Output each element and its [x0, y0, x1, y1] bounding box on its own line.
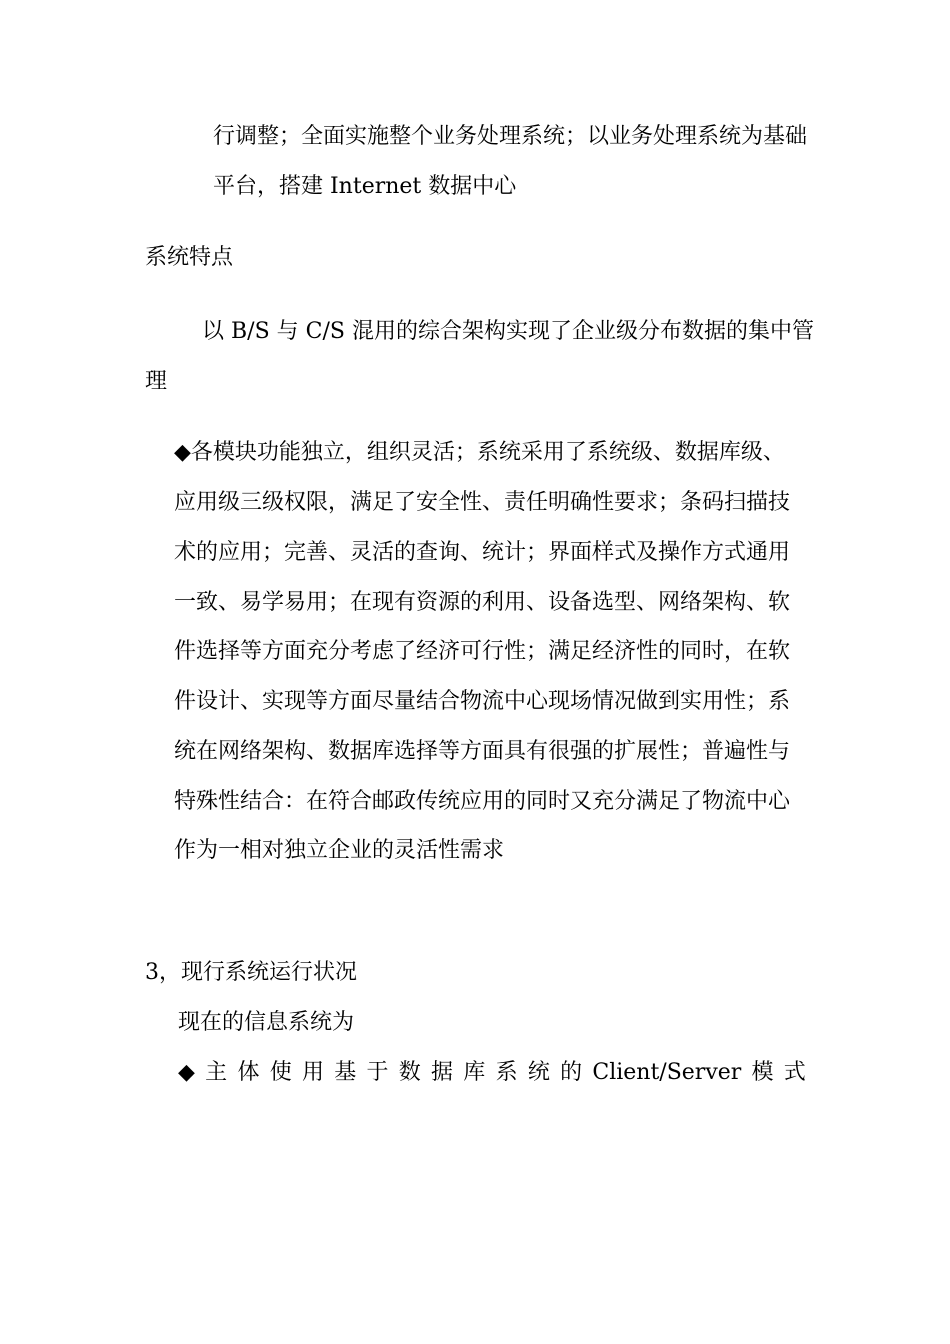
- word: 统: [527, 1060, 550, 1085]
- word: 主: [205, 1060, 228, 1085]
- word: 据: [431, 1060, 454, 1085]
- word: 模: [751, 1060, 774, 1085]
- current-system-line: [178, 1059, 806, 1087]
- paragraph-line: 特殊性结合：在符合邮政传统应用的同时又充分满足了物流中心: [174, 789, 791, 814]
- paragraph-line: 件选择等方面充分考虑了经济可行性；满足经济性的同时，在软: [174, 639, 791, 664]
- section-3-heading: 3，现行系统运行状况: [145, 960, 357, 985]
- architecture-line-2: 理: [145, 369, 168, 394]
- paragraph-line: 作为一相对独立企业的灵活性需求: [174, 838, 505, 863]
- word: 于: [366, 1060, 389, 1085]
- intro-line-2: 平台，搭建 Internet 数据中心: [213, 174, 517, 199]
- word: 数: [398, 1060, 421, 1085]
- word: 体: [237, 1060, 260, 1085]
- current-system-intro: 现在的信息系统为: [178, 1010, 355, 1035]
- bullet-diamond: ◆: [178, 1060, 195, 1085]
- word: 使: [269, 1060, 292, 1085]
- word: 库: [463, 1060, 486, 1085]
- paragraph-line: ◆各模块功能独立，组织灵活；系统采用了系统级、数据库级、: [174, 440, 785, 465]
- features-heading: 系统特点: [145, 245, 234, 270]
- word: 的: [560, 1060, 583, 1085]
- word: 式: [783, 1060, 806, 1085]
- word: 用: [301, 1060, 324, 1085]
- paragraph-line: 一致、易学易用；在现有资源的利用、设备选型、网络架构、软: [174, 590, 791, 615]
- word-latin: Client/Server: [592, 1060, 742, 1085]
- architecture-line-1: 以 B/S 与 C/S 混用的综合架构实现了企业级分布数据的集中管: [202, 319, 814, 344]
- paragraph-line: 件设计、实现等方面尽量结合物流中心现场情况做到实用性；系: [174, 689, 791, 714]
- word: 基: [334, 1060, 357, 1085]
- intro-line-1: 行调整；全面实施整个业务处理系统；以业务处理系统为基础: [213, 124, 808, 149]
- paragraph-line: 术的应用；完善、灵活的查询、统计；界面样式及操作方式通用: [174, 540, 791, 565]
- paragraph-line: 应用级三级权限，满足了安全性、责任明确性要求；条码扫描技: [174, 490, 791, 515]
- paragraph-line: 统在网络架构、数据库选择等方面具有很强的扩展性；普遍性与: [174, 739, 791, 764]
- word: 系: [495, 1060, 518, 1085]
